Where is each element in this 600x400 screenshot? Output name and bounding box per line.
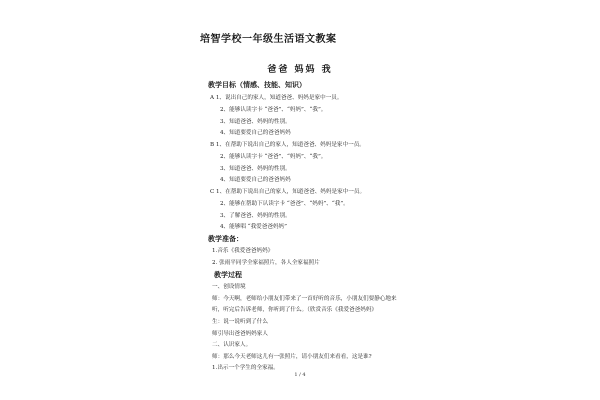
process-line-3: 听，听完后告诉老师，你听到了什么。（欣赏音乐《我爱爸爸妈妈》 (212, 307, 378, 313)
objective-a-4: 4、知道要爱自己的爸爸妈妈 (220, 130, 291, 136)
objective-b-1: B 1、在帮助下说出自己的家人，知道爸爸、妈妈是家中一员。 (210, 142, 365, 148)
process-line-5: 师引导出爸爸妈妈家人 (212, 331, 268, 337)
prep-item-2: 2. 张雨平同学全家福照片，各人全家福照片 (212, 260, 320, 266)
process-line-8: 1.出示一个学生的全家福。 (212, 365, 279, 371)
process-line-7: 师：那么今天老师这儿有一张照片，请小朋友们来看看，这是谁? (212, 354, 372, 360)
prep-item-1: 1.音乐《我爱爸爸妈妈》 (212, 248, 274, 254)
objective-a-3: 3、知道爸爸、妈妈的性别。 (220, 119, 291, 125)
objective-b-3: 3、知道爸爸、妈妈的性别。 (220, 166, 291, 172)
process-line-1: 一、创设情境 (212, 284, 246, 290)
process-line-4: 生：说一说听到了什么 (212, 319, 268, 325)
objective-a-1: A 1、说出自己的家人，知道爸爸、妈妈是家中一员。 (210, 95, 343, 101)
objective-c-2: 2、能够在帮助下认读字卡 “爸爸”、“妈妈”、“我”。 (220, 201, 349, 207)
objective-b-4: 4、知道要爱自己的爸爸妈妈 (220, 177, 291, 183)
process-heading: 教学过程 (214, 270, 242, 279)
page-number: 1 / 4 (294, 372, 306, 378)
objective-b-2: 2、能够认读字卡 “爸爸”、“妈妈”、“我”。 (220, 154, 327, 160)
prep-heading: 教学准备： (208, 234, 243, 243)
objective-a-2: 2、能够认读字卡 “爸爸”、“妈妈”、“我”。 (220, 107, 327, 113)
objective-c-4: 4、能够唱 “我爱爸爸妈妈” (220, 224, 287, 230)
document-title: 培智学校一年级生活语文教案 (200, 34, 337, 45)
lesson-title: 爸爸 妈妈 我 (267, 65, 333, 75)
objective-c-3: 3、了解爸爸、妈妈的性别。 (220, 213, 291, 219)
process-line-6: 二、认识家人。 (212, 342, 252, 348)
process-line-2: 师：今天啊，老师给小朋友们带来了一首好听的音乐，小朋友们要静心地来 (212, 296, 397, 302)
objectives-heading: 教学目标（情感、技能、知识） (208, 80, 306, 89)
objective-c-1: C 1、在帮助下说出自己的家人，知道爸爸、妈妈是家中一员。 (210, 189, 366, 195)
